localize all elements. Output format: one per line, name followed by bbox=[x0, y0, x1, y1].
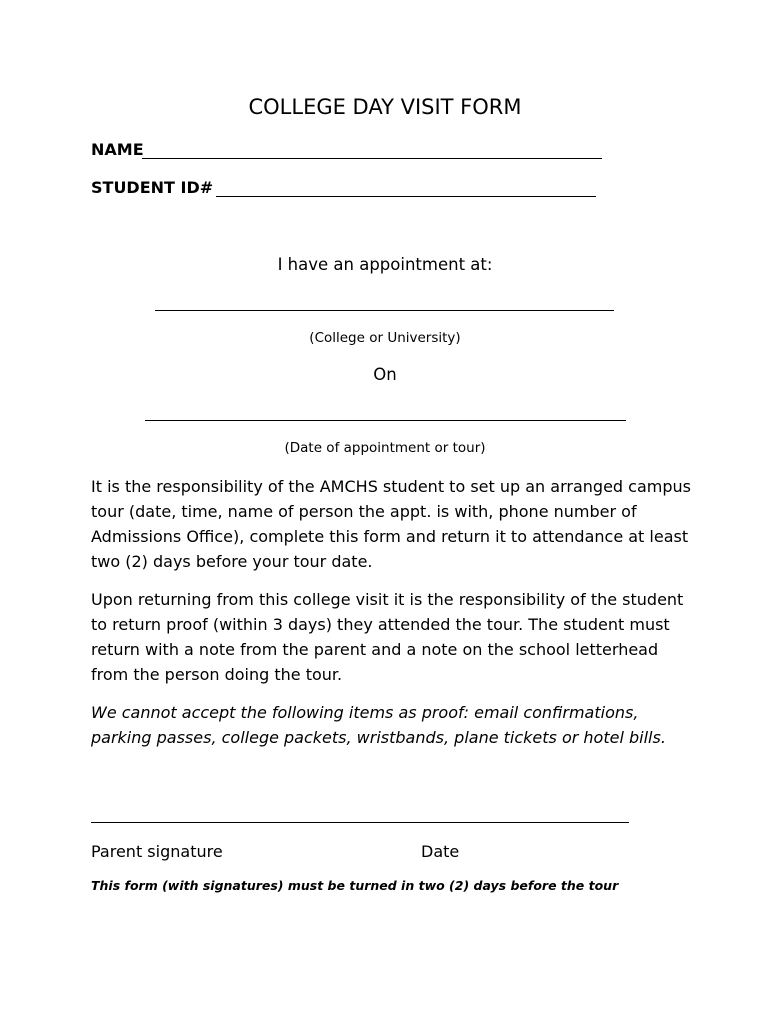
on-label: On bbox=[373, 365, 397, 384]
signature-date-label: Date bbox=[421, 842, 460, 861]
name-field-line[interactable] bbox=[142, 158, 602, 159]
parent-signature-line[interactable] bbox=[91, 822, 629, 823]
date-caption: (Date of appointment or tour) bbox=[284, 440, 486, 456]
form-title: COLLEGE DAY VISIT FORM bbox=[248, 95, 522, 119]
date-field-line[interactable] bbox=[145, 420, 626, 421]
name-label: NAME bbox=[91, 140, 144, 159]
student-id-field-line[interactable] bbox=[216, 196, 596, 197]
college-field-line[interactable] bbox=[155, 310, 614, 311]
student-id-label: STUDENT ID# bbox=[91, 178, 214, 197]
proof-exclusions-paragraph: We cannot accept the following items as proof: email confirmations, parking passes, college packets, wristbands, plane tickets or hotel bills. bbox=[91, 703, 666, 747]
parent-signature-label: Parent signature bbox=[91, 842, 223, 861]
college-caption: (College or University) bbox=[309, 330, 461, 346]
footnote: This form (with signatures) must be turned in two (2) days before the tour bbox=[91, 878, 619, 893]
responsibility-paragraph: It is the responsibility of the AMCHS student to set up an arranged campus tour (date, time, name of person the appt. is with, phone number of Admissions Office), complete this form and return it to attendance at least two (2) days before your tour date. bbox=[91, 477, 691, 571]
return-proof-paragraph: Upon returning from this college visit it is the responsibility of the student to return proof (within 3 days) they attended the tour. The student must return with a note from the parent and a note on the school letterhead from the person doing the tour. bbox=[91, 590, 684, 684]
appointment-intro: I have an appointment at: bbox=[277, 255, 493, 274]
